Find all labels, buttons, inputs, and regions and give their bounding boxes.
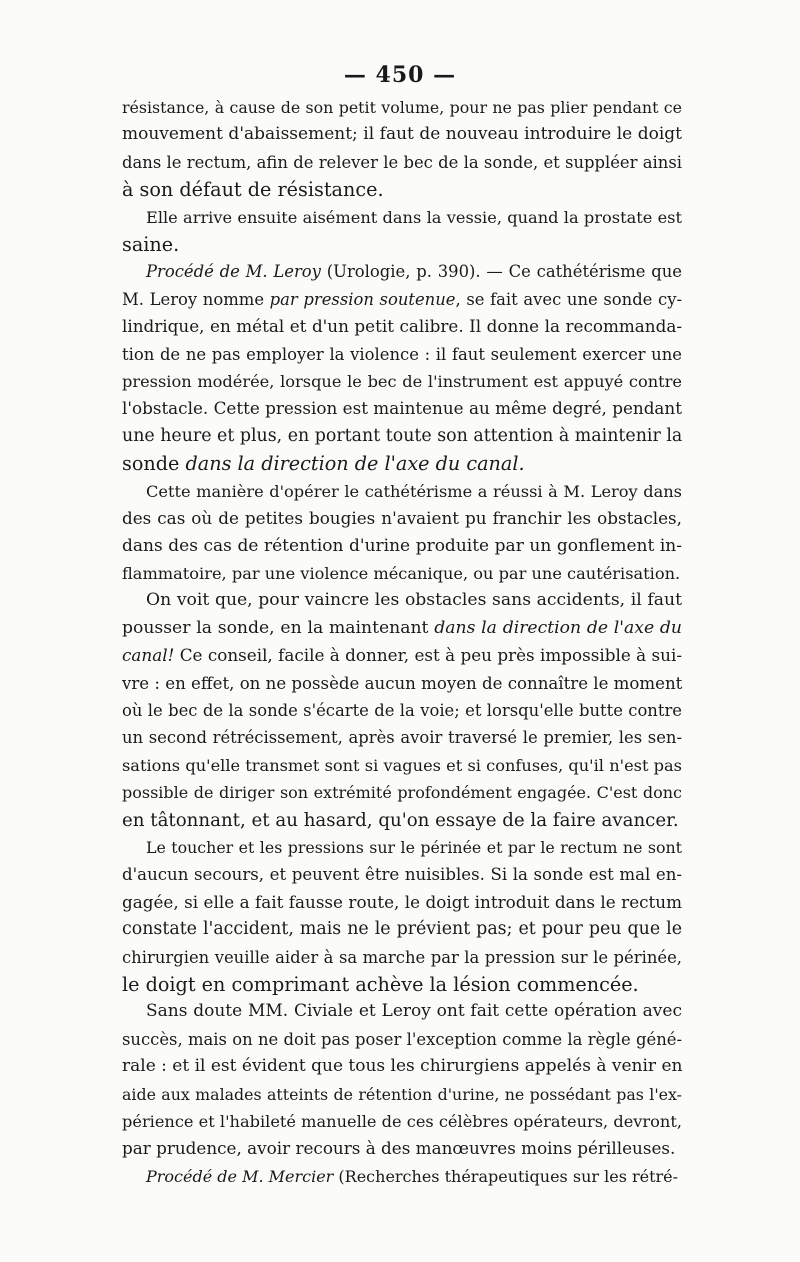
text-run: sations qu'elle transmet sont si vagues et si confuses, qu'il n'est pas — [122, 755, 682, 775]
text-run: en tâtonnant, et au hasard, qu'on essaye de la faire avancer. — [122, 809, 679, 831]
text-run: M. Leroy nomme — [122, 289, 270, 309]
text-line — [122, 258, 682, 285]
text-run: succès, mais on ne doit pas poser l'exception comme la règle géné- — [122, 1029, 682, 1049]
text-line — [122, 533, 682, 560]
text-run: pousser la sonde, en la maintenant — [122, 617, 435, 638]
text-line — [122, 752, 682, 779]
text-run: tion de ne pas employer la violence : il faut seulement exercer une — [122, 344, 682, 364]
text-line — [122, 368, 682, 395]
italic-text: dans la direction de l'axe du — [434, 617, 682, 638]
text-line — [122, 423, 682, 450]
text-run: vre : en effet, on ne possède aucun moyen de connaître le moment — [122, 673, 683, 693]
text-run: dans le rectum, afin de relever le bec de la sonde, et suppléer ainsi — [122, 152, 682, 172]
text-run: aide aux malades atteints de rétention d'urine, ne possédant pas l'ex- — [122, 1084, 682, 1104]
text-run: saine. — [122, 233, 180, 257]
text-run: l'obstacle. Cette pression est maintenue au même degré, pendant — [122, 398, 682, 419]
text-line — [122, 697, 682, 724]
paragraph — [122, 998, 682, 1162]
text-line — [122, 94, 682, 121]
body-text — [122, 94, 682, 1190]
text-line — [122, 560, 682, 587]
paragraph — [122, 258, 682, 477]
italic-text: par pression soutenue — [269, 289, 456, 309]
text-run: Sans doute MM. Civiale et Leroy ont fait cette opération avec — [146, 1001, 682, 1022]
text-run: possible de diriger son extrémité profondément engagée. C'est donc — [122, 783, 682, 803]
text-run: rale : et il est évident que tous les chirurgiens appelés à venir en — [122, 1056, 683, 1077]
text-line — [122, 1053, 682, 1080]
text-run: des cas où de petites bougies n'avaient pu franchir les obstacles, — [122, 508, 682, 529]
text-line — [122, 642, 682, 669]
text-run: chirurgien veuille aider à sa marche par la pression sur le périnée, — [122, 947, 682, 967]
text-line — [122, 176, 682, 203]
text-run: (Recherches thérapeutiques sur les rétré- — [333, 1166, 679, 1186]
text-line — [122, 779, 682, 806]
text-run: mouvement d'abaissement; il faut de nouveau introduire le doigt — [122, 124, 682, 145]
text-line — [122, 286, 682, 313]
italic-text: Procédé de M. Leroy — [146, 262, 321, 282]
text-line — [122, 505, 682, 532]
text-line — [122, 1135, 682, 1162]
text-run: à son défaut de résistance. — [122, 178, 384, 202]
text-run: où le bec de la sonde s'écarte de la voie; et lorsqu'elle butte contre — [122, 700, 682, 720]
text-line — [122, 889, 682, 916]
paragraph — [122, 478, 682, 588]
text-line — [122, 313, 682, 340]
text-line — [122, 971, 682, 998]
text-line — [122, 149, 682, 176]
text-line — [122, 1108, 682, 1135]
text-run: le doigt en comprimant achève la lésion commencée. — [122, 973, 639, 996]
text-line — [122, 916, 682, 943]
text-line — [122, 670, 682, 697]
text-run: Cette manière d'opérer le cathétérisme a réussi à M. Leroy dans — [146, 481, 682, 501]
text-run: constate l'accident, mais ne le prévient pas; et pour peu que le — [122, 919, 682, 940]
text-line — [122, 807, 682, 834]
text-line — [122, 204, 682, 231]
text-run: Ce conseil, facile à donner, est à peu près impossible à sui- — [174, 645, 682, 666]
text-line — [122, 450, 682, 477]
paragraph — [122, 587, 682, 834]
text-line — [122, 478, 682, 505]
text-run: Le toucher et les pressions sur le périnée et par le rectum ne sont — [146, 837, 682, 857]
text-line — [122, 395, 682, 422]
text-run: gagée, si elle a fait fausse route, le doigt introduit dans le rectum — [122, 891, 682, 912]
text-run: On voit que, pour vaincre les obstacles sans accidents, il faut — [146, 590, 682, 611]
text-line — [122, 834, 682, 861]
text-run: flammatoire, par une violence mécanique, ou par une cautérisation. — [122, 563, 681, 583]
page-number: — 450 — — [343, 62, 457, 88]
text-run: Elle arrive ensuite aisément dans la vessie, quand la prostate est — [146, 207, 682, 227]
text-run: (Urologie, p. 390). — Ce cathétérisme que — [320, 262, 683, 282]
text-line — [122, 1163, 682, 1190]
text-run: d'aucun secours, et peuvent être nuisibles. Si la sonde est mal en- — [122, 865, 682, 885]
paragraph — [122, 94, 682, 204]
italic-text: dans la direction de l'axe du canal. — [185, 452, 525, 476]
text-run: dans des cas de rétention d'urine produite par un gonflement in- — [122, 535, 682, 556]
paragraph — [122, 1163, 682, 1190]
text-run: par prudence, avoir recours à des manœuvres moins périlleuses. — [122, 1138, 676, 1159]
text-run: pression modérée, lorsque le bec de l'instrument est appuyé contre — [122, 372, 682, 392]
text-line — [122, 944, 682, 971]
text-line — [122, 231, 682, 258]
text-run: lindrique, en métal et d'un petit calibre. Il donne la recommanda- — [122, 316, 682, 337]
text-run: périence et l'habileté manuelle de ces célèbres opérateurs, devront, — [122, 1112, 682, 1132]
text-line — [122, 1081, 682, 1108]
text-run: résistance, à cause de son petit volume, pour ne pas plier pendant ce — [122, 98, 682, 117]
italic-text: canal! — [122, 645, 175, 666]
text-line — [122, 724, 682, 751]
italic-text: Procédé de M. Mercier — [146, 1166, 334, 1186]
paragraph — [122, 834, 682, 998]
text-line — [122, 615, 682, 642]
paragraph — [122, 204, 682, 259]
text-run: , se fait avec une sonde cy- — [455, 289, 682, 309]
text-line — [122, 341, 682, 368]
text-run: une heure et plus, en portant toute son attention à maintenir la — [122, 425, 683, 446]
text-line — [122, 998, 682, 1025]
text-run: un second rétrécissement, après avoir traversé le premier, les sen- — [122, 728, 682, 748]
text-line — [122, 587, 682, 614]
text-line — [122, 861, 682, 888]
text-line — [122, 1026, 682, 1053]
text-line — [122, 121, 682, 148]
text-run: sonde — [122, 452, 186, 476]
